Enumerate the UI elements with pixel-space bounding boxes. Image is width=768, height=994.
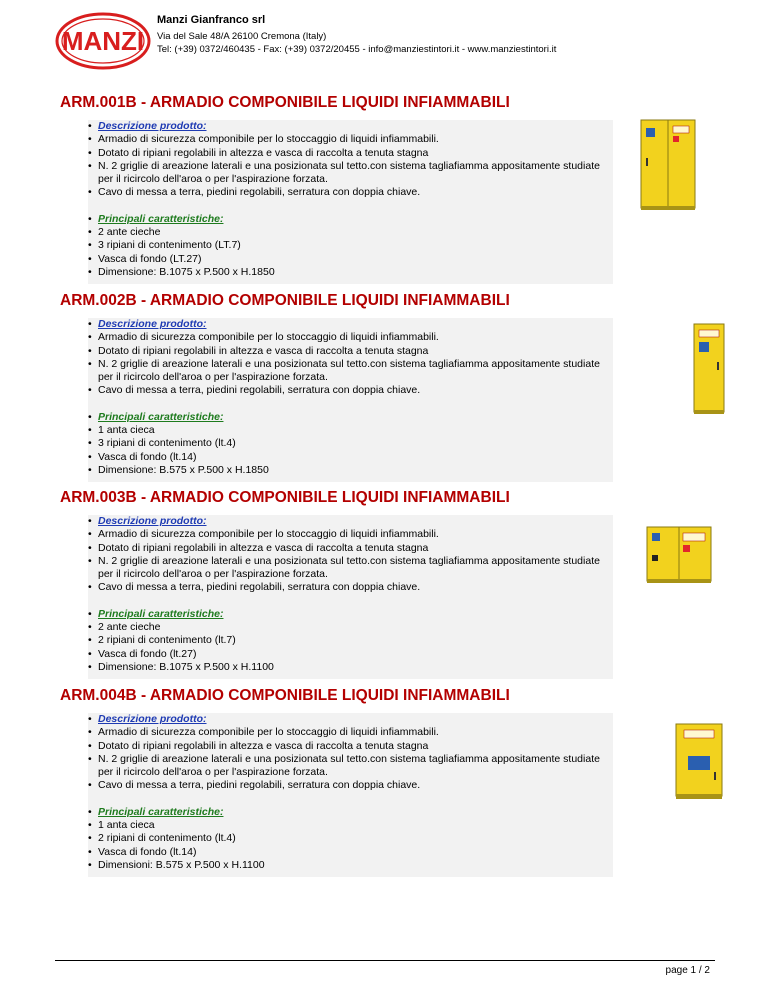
features-list xyxy=(88,608,613,674)
product-title: ARM.004B - ARMADIO COMPONIBILE LIQUIDI INFIAMMABILI xyxy=(60,687,510,704)
feature-item: • Dimensioni: B.575 x P.500 x H.1100 xyxy=(88,859,613,872)
features-heading: Principali caratteristiche: xyxy=(98,212,224,225)
features-list xyxy=(88,213,613,279)
product-panel xyxy=(88,515,613,679)
description-list xyxy=(88,713,613,793)
cabinet-double-low-image xyxy=(645,525,713,585)
product-title: ARM.001B - ARMADIO COMPONIBILE LIQUIDI INFIAMMABILI xyxy=(60,94,510,111)
feature-item: • 2 ante cieche xyxy=(88,621,613,634)
cabinet-double-tall-image xyxy=(638,118,698,212)
description-item: • Cavo di messa a terra, piedini regolabili, serratura con doppia chiave. xyxy=(88,186,613,199)
product-panel xyxy=(88,318,613,482)
features-heading: Principali caratteristiche: xyxy=(98,410,224,423)
feature-item: • 3 ripiani di contenimento (LT.7) xyxy=(88,239,613,252)
feature-item: • Dimensione: B.1075 x P.500 x H.1850 xyxy=(88,266,613,279)
svg-text:MANZI: MANZI xyxy=(61,26,145,56)
description-item: • Cavo di messa a terra, piedini regolabili, serratura con doppia chiave. xyxy=(88,779,613,792)
feature-item: • 3 ripiani di contenimento (lt.4) xyxy=(88,437,613,450)
features-list xyxy=(88,411,613,477)
company-name: Manzi Gianfranco srl xyxy=(157,14,266,26)
description-item: • N. 2 griglie di areazione laterali e una posizionata sul tetto.con sistema tagliafiamma appositamente studiate per il ricircolo dell'aroa o per l'aspirazione forzata. xyxy=(88,555,613,582)
features-heading: Principali caratteristiche: xyxy=(98,607,224,620)
description-item: • Armadio di sicurezza componibile per lo stoccaggio di liquidi infiammabili. xyxy=(88,133,613,146)
company-contact: Tel: (+39) 0372/460435 - Fax: (+39) 0372/20455 - info@manziestintori.it - www.manziestintori.it xyxy=(157,44,557,55)
description-list xyxy=(88,515,613,595)
feature-item: • 1 anta cieca xyxy=(88,819,613,832)
footer-divider xyxy=(55,960,715,961)
feature-item: • Dimensione: B.1075 x P.500 x H.1100 xyxy=(88,661,613,674)
feature-item: • Dimensione: B.575 x P.500 x H.1850 xyxy=(88,464,613,477)
description-item: • Armadio di sicurezza componibile per lo stoccaggio di liquidi infiammabili. xyxy=(88,528,613,541)
description-item: • Dotato di ripiani regolabili in altezza e vasca di raccolta a tenuta stagna xyxy=(88,345,613,358)
description-item: • Dotato di ripiani regolabili in altezza e vasca di raccolta a tenuta stagna xyxy=(88,542,613,555)
cabinet-single-tall-image xyxy=(692,322,726,416)
page-number: page 1 / 2 xyxy=(665,965,710,976)
description-item: • Armadio di sicurezza componibile per lo stoccaggio di liquidi infiammabili. xyxy=(88,331,613,344)
feature-item: • 2 ripiani di contenimento (lt.4) xyxy=(88,832,613,845)
feature-item: • Vasca di fondo (LT.27) xyxy=(88,253,613,266)
feature-item: • 2 ante cieche xyxy=(88,226,613,239)
description-item: • Dotato di ripiani regolabili in altezza e vasca di raccolta a tenuta stagna xyxy=(88,147,613,160)
description-list xyxy=(88,120,613,200)
description-item: • Dotato di ripiani regolabili in altezza e vasca di raccolta a tenuta stagna xyxy=(88,740,613,753)
description-heading: Descrizione prodotto: xyxy=(98,713,207,725)
feature-item: • Vasca di fondo (lt.14) xyxy=(88,846,613,859)
description-item: • N. 2 griglie di areazione laterali e una posizionata sul tetto.con sistema tagliafiamma appositamente studiate per il ricircolo dell'aroa o per l'aspirazione forzata. xyxy=(88,160,613,187)
description-item: • Cavo di messa a terra, piedini regolabili, serratura con doppia chiave. xyxy=(88,384,613,397)
company-address: Via del Sale 48/A 26100 Cremona (Italy) xyxy=(157,31,327,42)
description-heading: Descrizione prodotto: xyxy=(98,120,207,132)
product-panel xyxy=(88,120,613,284)
page-header xyxy=(55,12,715,72)
feature-item: • Vasca di fondo (lt.27) xyxy=(88,648,613,661)
features-list xyxy=(88,806,613,872)
product-title: ARM.002B - ARMADIO COMPONIBILE LIQUIDI INFIAMMABILI xyxy=(60,292,510,309)
description-heading: Descrizione prodotto: xyxy=(98,515,207,527)
description-heading: Descrizione prodotto: xyxy=(98,318,207,330)
feature-item: • 2 ripiani di contenimento (lt.7) xyxy=(88,634,613,647)
product-title: ARM.003B - ARMADIO COMPONIBILE LIQUIDI INFIAMMABILI xyxy=(60,489,510,506)
features-heading: Principali caratteristiche: xyxy=(98,805,224,818)
description-item: • Cavo di messa a terra, piedini regolabili, serratura con doppia chiave. xyxy=(88,581,613,594)
description-item: • N. 2 griglie di areazione laterali e una posizionata sul tetto.con sistema tagliafiamma appositamente studiate per il ricircolo dell'aroa o per l'aspirazione forzata. xyxy=(88,358,613,385)
manzi-logo xyxy=(55,12,151,70)
description-item: • N. 2 griglie di areazione laterali e una posizionata sul tetto.con sistema tagliafiamma appositamente studiate per il ricircolo dell'aroa o per l'aspirazione forzata. xyxy=(88,753,613,780)
feature-item: • Vasca di fondo (lt.14) xyxy=(88,451,613,464)
description-item: • Armadio di sicurezza componibile per lo stoccaggio di liquidi infiammabili. xyxy=(88,726,613,739)
product-panel xyxy=(88,713,613,877)
description-list xyxy=(88,318,613,398)
feature-item: • 1 anta cieca xyxy=(88,424,613,437)
cabinet-single-low-image xyxy=(674,722,724,802)
